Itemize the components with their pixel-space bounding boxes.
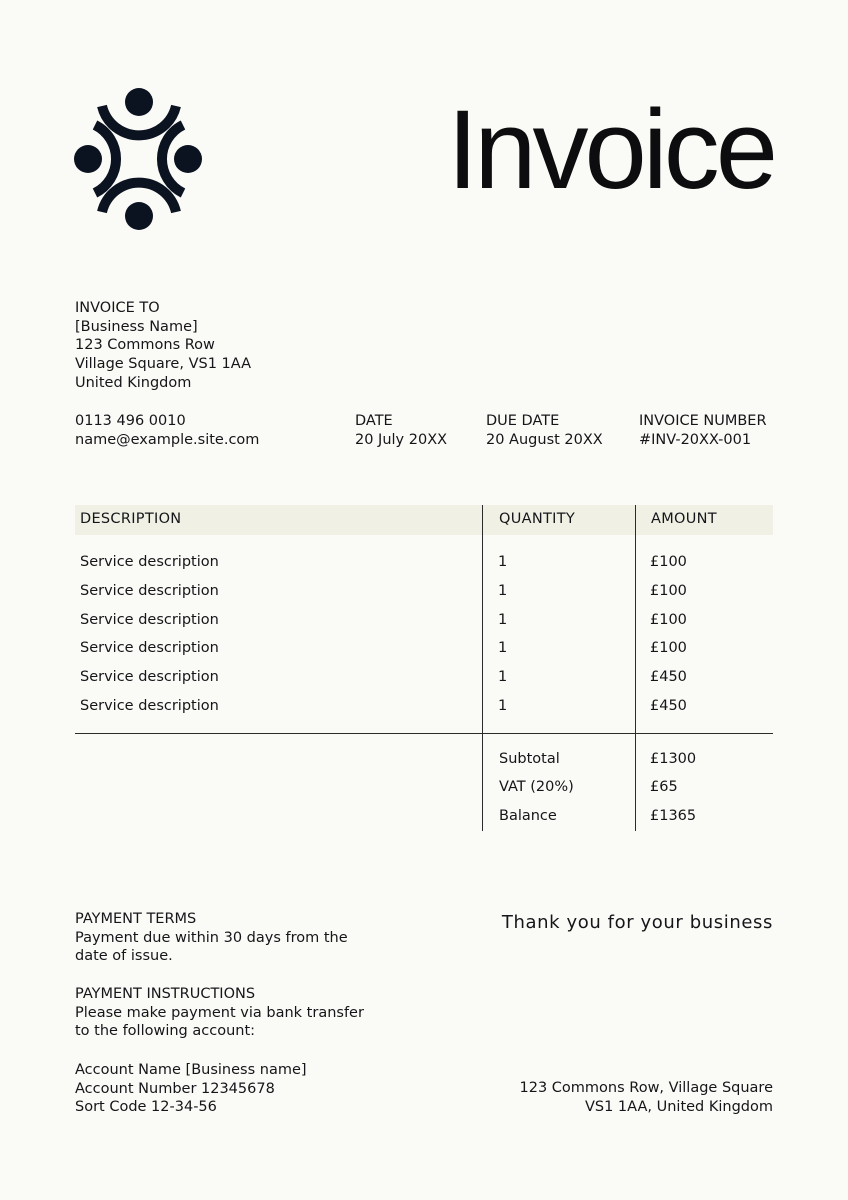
bill-to-name: [Business Name] [75,318,198,335]
payment-instructions-line: to the following account: [75,1023,256,1040]
account-number: Account Number 12345678 [75,1080,275,1097]
table-rule [75,733,773,734]
column-header-quantity: QUANTITY [499,511,576,527]
row-description: Service description [80,640,219,656]
bill-to-address-line1: 123 Commons Row [75,337,215,354]
row-quantity: 1 [498,698,508,714]
row-description: Service description [80,612,219,628]
due-date-label: DUE DATE [486,413,560,429]
subtotal-label: Subtotal [499,751,560,767]
footer-address [520,1079,773,1117]
footer-address-line1: 123 Commons Row, Village Square [519,1080,773,1096]
row-amount: £450 [650,698,687,714]
column-header-amount: AMOUNT [651,511,717,527]
bill-to-block [75,299,251,393]
date-label: DATE [355,413,393,429]
payment-terms-line: date of issue. [75,948,173,965]
due-date-value: 20 August 20XX [486,431,603,448]
row-description: Service description [80,669,219,685]
balance-label: Balance [499,808,557,824]
contact-phone: 0113 496 0010 [75,413,186,429]
account-name: Account Name [Business name] [75,1062,307,1078]
invoice-number-value: #INV-20XX-001 [639,431,752,448]
row-amount: £100 [650,640,687,656]
row-quantity: 1 [498,612,508,628]
vat-value: £65 [650,779,678,795]
payment-instructions-label: PAYMENT INSTRUCTIONS [75,986,256,1002]
page-title: Invoice [447,87,774,212]
invoice-number-label: INVOICE NUMBER [639,413,767,429]
row-description: Service description [80,583,219,599]
invoice-number-block [639,412,767,449]
row-description: Service description [80,554,219,570]
payment-terms-block [75,910,348,966]
column-divider [635,505,636,831]
row-quantity: 1 [498,583,508,599]
subtotal-value: £1300 [650,751,697,767]
bill-to-label: INVOICE TO [75,300,160,316]
bank-account-block [75,1061,307,1117]
row-description: Service description [80,698,219,714]
row-amount: £450 [650,669,687,685]
contact-email: name@example.site.com [75,431,260,448]
due-date-block [486,412,603,449]
payment-instructions-block [75,985,364,1041]
thank-you-message: Thank you for your business [501,912,773,933]
payment-instructions-line: Please make payment via bank transfer [75,1004,364,1021]
contact-block [75,412,259,449]
row-amount: £100 [650,612,687,628]
footer-address-line2: VS1 1AA, United Kingdom [584,1099,773,1115]
payment-terms-label: PAYMENT TERMS [75,911,197,927]
balance-value: £1365 [650,808,697,824]
column-header-description: DESCRIPTION [80,511,182,527]
column-divider [482,505,483,831]
invoice-date-block [355,412,447,449]
row-quantity: 1 [498,554,508,570]
people-circle-logo-icon [74,87,204,232]
row-quantity: 1 [498,669,508,685]
row-amount: £100 [650,583,687,599]
vat-label: VAT (20%) [499,779,574,795]
bill-to-address-line2: Village Square, VS1 1AA [75,356,251,373]
row-amount: £100 [650,554,687,570]
payment-terms-line: Payment due within 30 days from the [75,929,348,946]
sort-code: Sort Code 12-34-56 [75,1099,217,1116]
row-quantity: 1 [498,640,508,656]
date-value: 20 July 20XX [355,431,448,448]
bill-to-country: United Kingdom [75,374,192,391]
